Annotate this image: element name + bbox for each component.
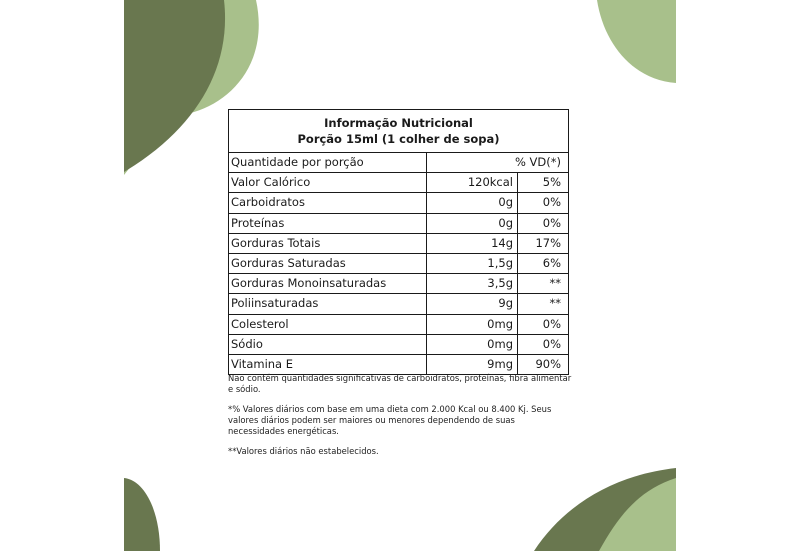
table-row — [229, 274, 568, 294]
nutrient-vd: ** — [549, 296, 561, 311]
footnotes — [228, 373, 573, 466]
column-header-row — [229, 153, 568, 173]
nutrient-amount: 9g — [427, 294, 518, 313]
nutrient-vd: 0% — [542, 316, 561, 331]
table-row — [229, 355, 568, 374]
nutrient-name: Sódio — [229, 335, 427, 354]
nutrient-amount: 14g — [427, 234, 518, 253]
nutrient-name: Gorduras Totais — [229, 234, 427, 253]
nutrient-amount: 9mg — [427, 355, 518, 374]
nutrient-amount: 1,5g — [427, 254, 518, 273]
nutrient-name: Vitamina E — [229, 355, 427, 374]
nutrient-vd: 0% — [542, 215, 561, 230]
footnote-daily-values: *% Valores diários com base em uma dieta com 2.000 Kcal ou 8.400 Kj. Seus valores diários podem ser maiores ou menores dependendo de suas necessidades energéticas. — [228, 404, 552, 436]
nutrient-amount: 120kcal — [427, 173, 518, 192]
nutrient-vd: 90% — [535, 356, 561, 371]
nutrient-vd: 5% — [542, 175, 561, 190]
footnote-not-established: **Valores diários não estabelecidos. — [228, 446, 379, 456]
nutrient-name: Gorduras Monoinsaturadas — [229, 274, 427, 293]
nutrient-amount: 0mg — [427, 315, 518, 334]
portion-size: Porção 15ml (1 colher de sopa) — [297, 132, 500, 146]
table-row — [229, 294, 568, 314]
table-row — [229, 173, 568, 193]
nutrient-vd: 0% — [542, 336, 561, 351]
column-header-vd: % VD(*) — [514, 155, 561, 169]
nutrient-name: Proteínas — [229, 214, 427, 233]
nutrition-table-header — [229, 110, 568, 153]
top-right-light-leaf — [597, 0, 676, 83]
nutrient-amount: 0mg — [427, 335, 518, 354]
table-row — [229, 234, 568, 254]
nutrient-name: Valor Calórico — [229, 173, 427, 192]
bottom-left-dark-leaf — [124, 478, 160, 551]
table-row — [229, 315, 568, 335]
nutrient-vd: ** — [549, 276, 561, 291]
nutrient-amount: 3,5g — [427, 274, 518, 293]
table-row — [229, 193, 568, 213]
nutrition-title: Informação Nutricional — [324, 116, 473, 130]
nutrition-facts-table — [228, 109, 569, 375]
footnote-not-significant: Não contém quantidades significativas de carboidratos, proteínas, fibra alimentar e sódio. — [228, 373, 572, 394]
nutrient-name: Poliinsaturadas — [229, 294, 427, 313]
nutrient-vd: 17% — [535, 235, 561, 250]
nutrient-name: Colesterol — [229, 315, 427, 334]
table-row — [229, 254, 568, 274]
nutrient-vd: 0% — [542, 195, 561, 210]
nutrient-amount: 0g — [427, 193, 518, 212]
nutrient-name: Gorduras Saturadas — [229, 254, 427, 273]
nutrient-amount: 0g — [427, 214, 518, 233]
nutrient-name: Carboidratos — [229, 193, 427, 212]
nutrient-vd: 6% — [542, 255, 561, 270]
table-row — [229, 335, 568, 355]
table-row — [229, 214, 568, 234]
column-header-name: Quantidade por porção — [229, 153, 427, 172]
